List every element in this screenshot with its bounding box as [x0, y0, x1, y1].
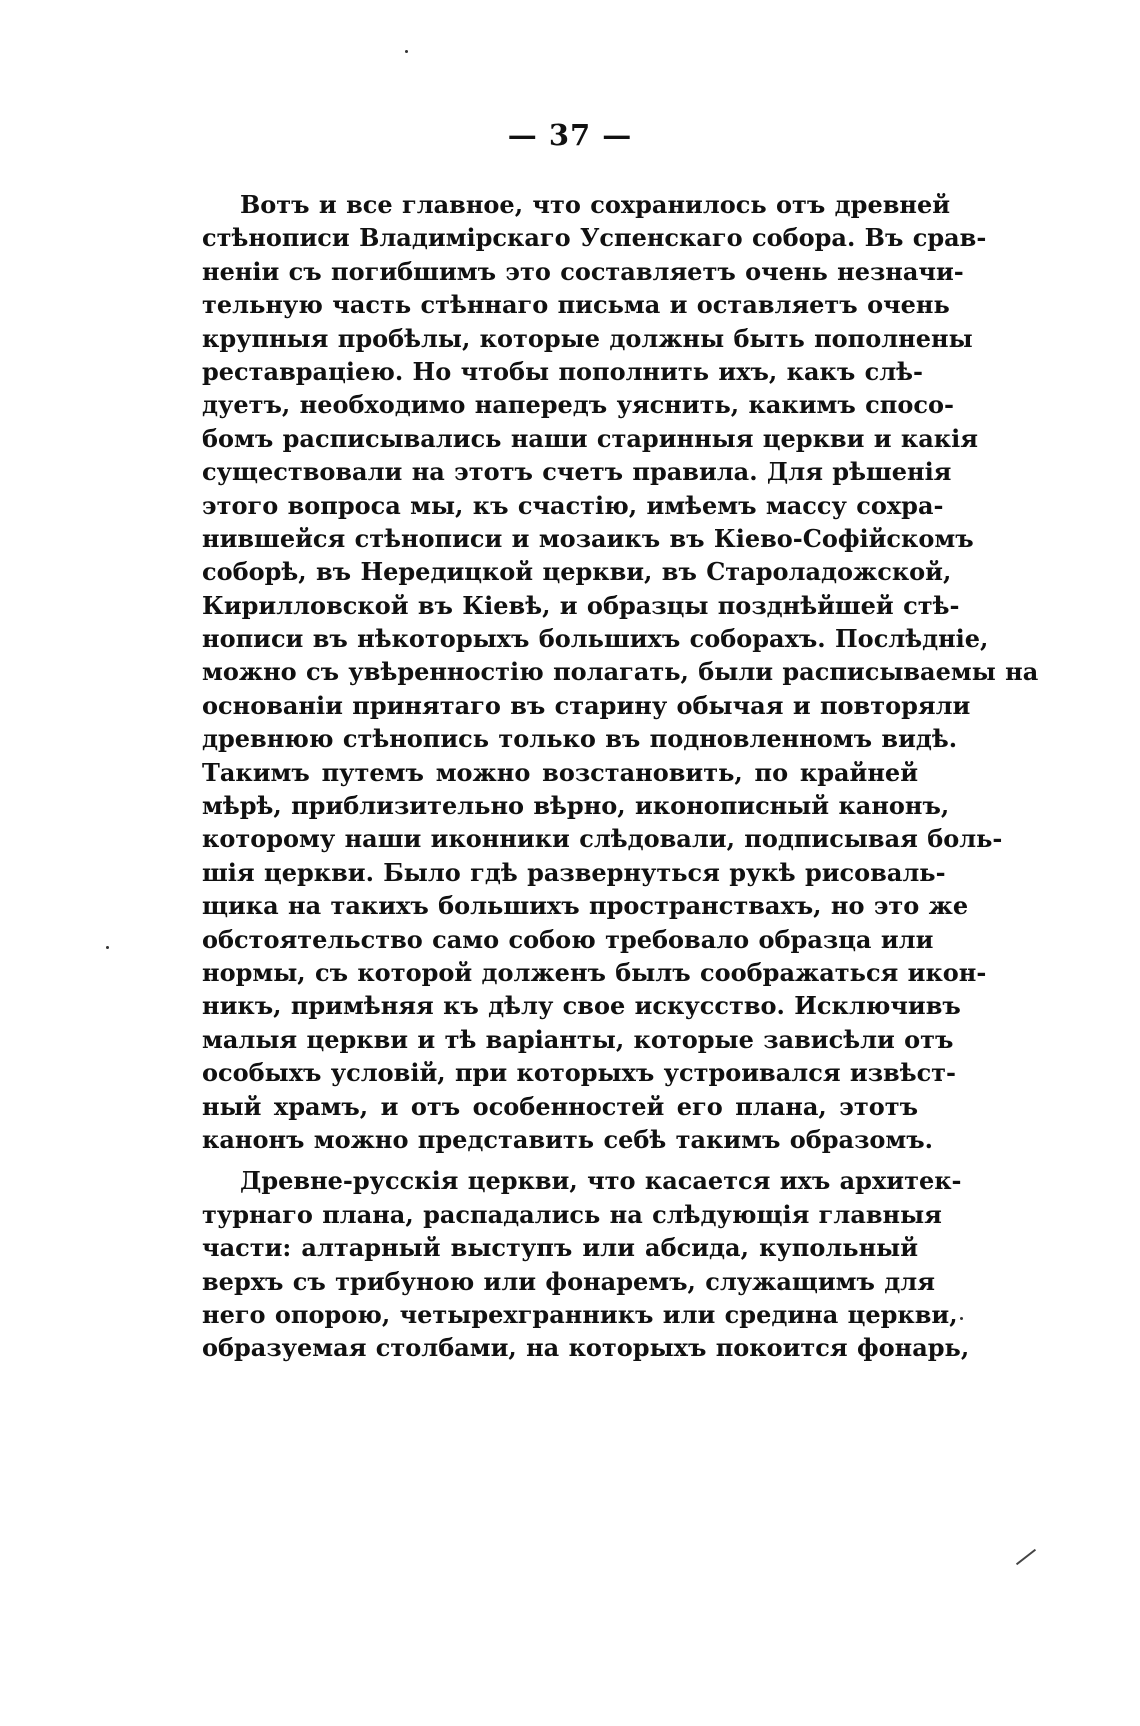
text-line: реставраціею. Но чтобы пополнить ихъ, какъ слѣ- — [202, 356, 923, 386]
text-line: которому наши иконники слѣдовали, подписывая боль- — [202, 824, 1003, 854]
text-line: обстоятельство само собою требовало образца или — [202, 924, 934, 954]
text-line: можно съ увѣренностію полагать, были расписываемы на — [202, 657, 1039, 687]
text-line: образуемая столбами, на которыхъ покоится фонарь, — [202, 1333, 970, 1363]
paragraph-gap — [202, 1156, 918, 1164]
text-line: бомъ расписывались наши старинныя церкви и какія — [202, 423, 978, 453]
text-line: дуетъ, необходимо напередъ уяснить, какимъ спосо- — [202, 390, 954, 420]
print-speck — [960, 1317, 963, 1320]
text-line: стѣнописи Владимірскаго Успенскаго собора. Въ срав- — [202, 223, 987, 253]
text-line: крупныя пробѣлы, которые должны быть пополнены — [202, 323, 973, 353]
paragraph-1 — [202, 188, 1039, 1156]
text-line: неніи съ погибшимъ это составляетъ очень незначи- — [202, 256, 964, 286]
text-line: никъ, примѣняя къ дѣлу свое искусство. Исключивъ — [202, 991, 961, 1021]
text-line: мѣрѣ, приблизительно вѣрно, иконописный канонъ, — [202, 791, 950, 821]
text-line: шія церкви. Было гдѣ развернуться рукѣ рисоваль- — [202, 857, 946, 887]
text-line: особыхъ условій, при которыхъ устроивался извѣст- — [202, 1058, 957, 1088]
text-line: существовали на этотъ счетъ правила. Для рѣшенія — [202, 457, 952, 487]
paragraph-2 — [202, 1164, 970, 1364]
page-number: — 37 — — [507, 118, 633, 152]
text-line: части: алтарный выступъ или абсида, купольный — [202, 1233, 918, 1263]
text-line: него опорою, четырехгранникъ или средина церкви, — [202, 1299, 958, 1329]
text-line: канонъ можно представить себѣ такимъ образомъ. — [202, 1124, 934, 1154]
print-speck — [405, 50, 408, 53]
print-speck — [106, 946, 109, 949]
text-line: верхъ съ трибуною или фонаремъ, служащимъ для — [202, 1266, 935, 1296]
text-line: Кирилловской въ Кіевѣ, и образцы позднѣйшей стѣ- — [202, 590, 960, 620]
text-line: этого вопроса мы, къ счастію, имѣемъ массу сохра- — [202, 490, 944, 520]
text-line: Вотъ и все главное, что сохранилось отъ древней — [240, 190, 951, 219]
text-line: малыя церкви и тѣ варіанты, которые зависѣли отъ — [202, 1024, 954, 1054]
text-line: древнюю стѣнопись только въ подновленномъ видѣ. — [202, 724, 958, 754]
text-line: нописи въ нѣкоторыхъ большихъ соборахъ. Послѣдніе, — [202, 624, 989, 654]
stray-pen-mark — [1016, 1549, 1036, 1565]
text-line: нившейся стѣнописи и мозаикъ въ Кіево-Софійскомъ — [202, 523, 974, 553]
text-line: Такимъ путемъ можно возстановить, по крайней — [202, 757, 918, 787]
text-line: ный храмъ, и отъ особенностей его плана, этотъ — [202, 1091, 918, 1121]
text-line: турнаго плана, распадались на слѣдующія главныя — [202, 1199, 942, 1229]
text-line: Древне-русскія церкви, что касается ихъ архитек- — [240, 1166, 962, 1196]
text-line: соборѣ, въ Нередицкой церкви, въ Староладожской, — [202, 557, 952, 587]
body-text — [202, 188, 1039, 1365]
text-line: щика на такихъ большихъ пространствахъ, но это же — [202, 891, 969, 921]
text-line: тельную часть стѣннаго письма и оставляетъ очень — [202, 290, 950, 320]
text-line: основаніи принятаго въ старину обычая и повторяли — [202, 690, 971, 720]
text-line: нормы, съ которой долженъ былъ соображаться икон- — [202, 957, 987, 987]
